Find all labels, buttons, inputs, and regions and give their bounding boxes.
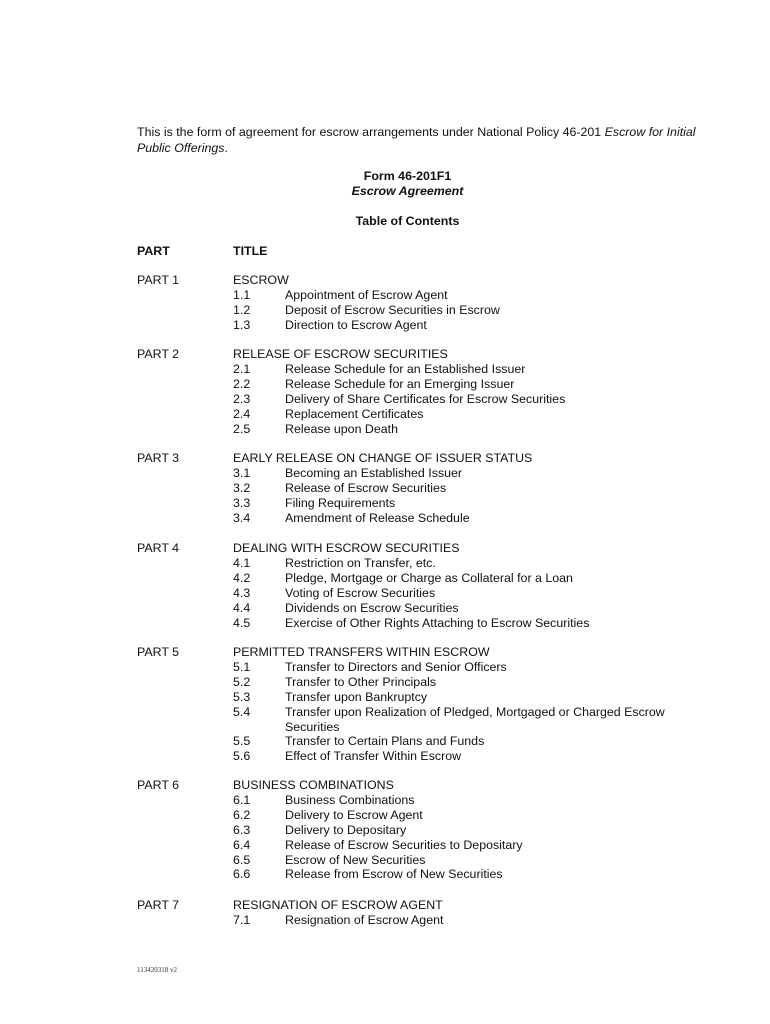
part-body bbox=[233, 273, 693, 333]
section-number: 6.6 bbox=[233, 867, 251, 882]
part-body bbox=[233, 451, 693, 526]
toc-section-row bbox=[233, 303, 693, 318]
part-label: PART 3 bbox=[137, 451, 180, 465]
part-label: PART 7 bbox=[137, 898, 180, 912]
toc-section-row bbox=[233, 705, 693, 735]
toc-section-row bbox=[233, 496, 693, 511]
toc-section-row bbox=[233, 586, 693, 601]
section-title: Transfer to Other Principals bbox=[285, 674, 437, 689]
section-title: Appointment of Escrow Agent bbox=[285, 287, 448, 302]
intro-end: . bbox=[224, 141, 228, 155]
section-title: Effect of Transfer Within Escrow bbox=[285, 749, 462, 764]
section-number: 3.3 bbox=[233, 495, 251, 510]
section-title: Becoming an Established Issuer bbox=[285, 465, 463, 480]
section-title: Deposit of Escrow Securities in Escrow bbox=[285, 302, 500, 317]
section-number: 5.3 bbox=[233, 689, 251, 704]
section-number: 4.2 bbox=[233, 570, 251, 585]
section-number: 4.4 bbox=[233, 600, 251, 615]
toc-section-row bbox=[233, 913, 693, 928]
part-body bbox=[233, 778, 693, 882]
toc-section-row bbox=[233, 601, 693, 616]
section-number: 2.5 bbox=[233, 421, 251, 436]
toc-section-row bbox=[233, 556, 693, 571]
part-body bbox=[233, 898, 693, 928]
form-title: Form 46-201F1 bbox=[363, 169, 452, 183]
section-title: Release of Escrow Securities to Depositary bbox=[285, 837, 523, 852]
toc-section-row bbox=[233, 853, 693, 868]
section-title: Resignation of Escrow Agent bbox=[285, 912, 444, 927]
toc-section-row bbox=[233, 838, 693, 853]
toc-section-row bbox=[233, 675, 693, 690]
part-label: PART 1 bbox=[137, 273, 180, 287]
toc-section-row bbox=[233, 466, 693, 481]
part-heading: EARLY RELEASE ON CHANGE OF ISSUER STATUS bbox=[233, 451, 533, 465]
toc-section-row bbox=[233, 318, 693, 333]
toc-section-row bbox=[233, 288, 693, 303]
intro-paragraph bbox=[137, 124, 697, 156]
toc-section-row bbox=[233, 808, 693, 823]
section-number: 4.1 bbox=[233, 555, 251, 570]
part-heading: BUSINESS COMBINATIONS bbox=[233, 778, 394, 792]
section-number: 2.2 bbox=[233, 376, 251, 391]
part-label: PART 5 bbox=[137, 645, 180, 659]
column-header-part: PART bbox=[137, 244, 170, 258]
column-header-title: TITLE bbox=[233, 244, 268, 258]
part-heading: RELEASE OF ESCROW SECURITIES bbox=[233, 347, 448, 361]
intro-text: This is the form of agreement for escrow arrangements under National Policy 46-201 bbox=[137, 125, 605, 139]
part-heading: DEALING WITH ESCROW SECURITIES bbox=[233, 541, 460, 555]
section-title: Delivery to Depositary bbox=[285, 822, 407, 837]
section-title: Filing Requirements bbox=[285, 495, 396, 510]
section-number: 6.5 bbox=[233, 852, 251, 867]
section-number: 1.2 bbox=[233, 302, 251, 317]
part-heading: RESIGNATION OF ESCROW AGENT bbox=[233, 898, 443, 912]
part-body bbox=[233, 645, 693, 764]
intro-policy-title: Escrow for Initial Public Offerings bbox=[137, 125, 696, 155]
toc-section-row bbox=[233, 690, 693, 705]
part-label: PART 2 bbox=[137, 347, 180, 361]
section-number: 5.5 bbox=[233, 734, 251, 749]
section-number: 6.4 bbox=[233, 837, 251, 852]
section-number: 1.3 bbox=[233, 317, 251, 332]
section-title: Transfer upon Bankruptcy bbox=[285, 689, 428, 704]
part-label: PART 4 bbox=[137, 541, 180, 555]
section-title: Exercise of Other Rights Attaching to Escrow Securities bbox=[285, 615, 590, 630]
section-title: Business Combinations bbox=[285, 792, 415, 807]
toc-section-row bbox=[233, 362, 693, 377]
section-number: 3.2 bbox=[233, 480, 251, 495]
toc-section-row bbox=[233, 481, 693, 496]
section-number: 5.4 bbox=[233, 704, 251, 719]
section-title: Delivery of Share Certificates for Escrow Securities bbox=[285, 391, 566, 406]
section-title: Delivery to Escrow Agent bbox=[285, 807, 423, 822]
section-title: Restriction on Transfer, etc. bbox=[285, 555, 436, 570]
section-number: 4.3 bbox=[233, 585, 251, 600]
section-number: 2.4 bbox=[233, 406, 251, 421]
section-title: Direction to Escrow Agent bbox=[285, 317, 427, 332]
toc-section-row bbox=[233, 392, 693, 407]
section-title: Amendment of Release Schedule bbox=[285, 510, 470, 525]
part-body bbox=[233, 347, 693, 436]
toc-section-row bbox=[233, 660, 693, 675]
toc-section-row bbox=[233, 571, 693, 586]
section-title: Replacement Certificates bbox=[285, 406, 424, 421]
section-number: 7.1 bbox=[233, 912, 251, 927]
part-heading: PERMITTED TRANSFERS WITHIN ESCROW bbox=[233, 645, 490, 659]
section-title: Transfer to Certain Plans and Funds bbox=[285, 734, 485, 749]
toc-section-row bbox=[233, 823, 693, 838]
part-body bbox=[233, 541, 693, 630]
section-title: Transfer to Directors and Senior Officers bbox=[285, 659, 507, 674]
section-title: Pledge, Mortgage or Charge as Collateral for a Loan bbox=[285, 570, 573, 585]
section-title: Release Schedule for an Emerging Issuer bbox=[285, 376, 515, 391]
toc-section-row bbox=[233, 616, 693, 631]
toc-section-row bbox=[233, 407, 693, 422]
section-number: 3.1 bbox=[233, 465, 251, 480]
toc-section-row bbox=[233, 793, 693, 808]
section-number: 3.4 bbox=[233, 510, 251, 525]
section-number: 2.1 bbox=[233, 361, 251, 376]
toc-section-row bbox=[233, 749, 693, 764]
part-heading: ESCROW bbox=[233, 273, 289, 287]
section-title: Transfer upon Realization of Pledged, Mortgaged or Charged Escrow Securities bbox=[285, 704, 665, 734]
section-number: 6.1 bbox=[233, 792, 251, 807]
section-number: 4.5 bbox=[233, 615, 251, 630]
section-number: 5.2 bbox=[233, 674, 251, 689]
section-title: Dividends on Escrow Securities bbox=[285, 600, 459, 615]
section-number: 2.3 bbox=[233, 391, 251, 406]
section-number: 5.1 bbox=[233, 659, 251, 674]
toc-section-row bbox=[233, 422, 693, 437]
toc-section-row bbox=[233, 377, 693, 392]
section-title: Release from Escrow of New Securities bbox=[285, 867, 503, 882]
toc-title: Table of Contents bbox=[355, 214, 460, 228]
part-label: PART 6 bbox=[137, 778, 180, 792]
document-footer-id: 113420318 v2 bbox=[137, 966, 177, 974]
toc-section-row bbox=[233, 734, 693, 749]
section-title: Release of Escrow Securities bbox=[285, 480, 447, 495]
section-title: Voting of Escrow Securities bbox=[285, 585, 436, 600]
section-number: 6.3 bbox=[233, 822, 251, 837]
toc-section-row bbox=[233, 511, 693, 526]
form-subtitle: Escrow Agreement bbox=[351, 184, 464, 198]
section-title: Release Schedule for an Established Issuer bbox=[285, 361, 526, 376]
section-number: 5.6 bbox=[233, 749, 251, 764]
section-number: 6.2 bbox=[233, 807, 251, 822]
section-number: 1.1 bbox=[233, 287, 251, 302]
section-title: Escrow of New Securities bbox=[285, 852, 426, 867]
toc-section-row bbox=[233, 867, 693, 882]
section-title: Release upon Death bbox=[285, 421, 398, 436]
